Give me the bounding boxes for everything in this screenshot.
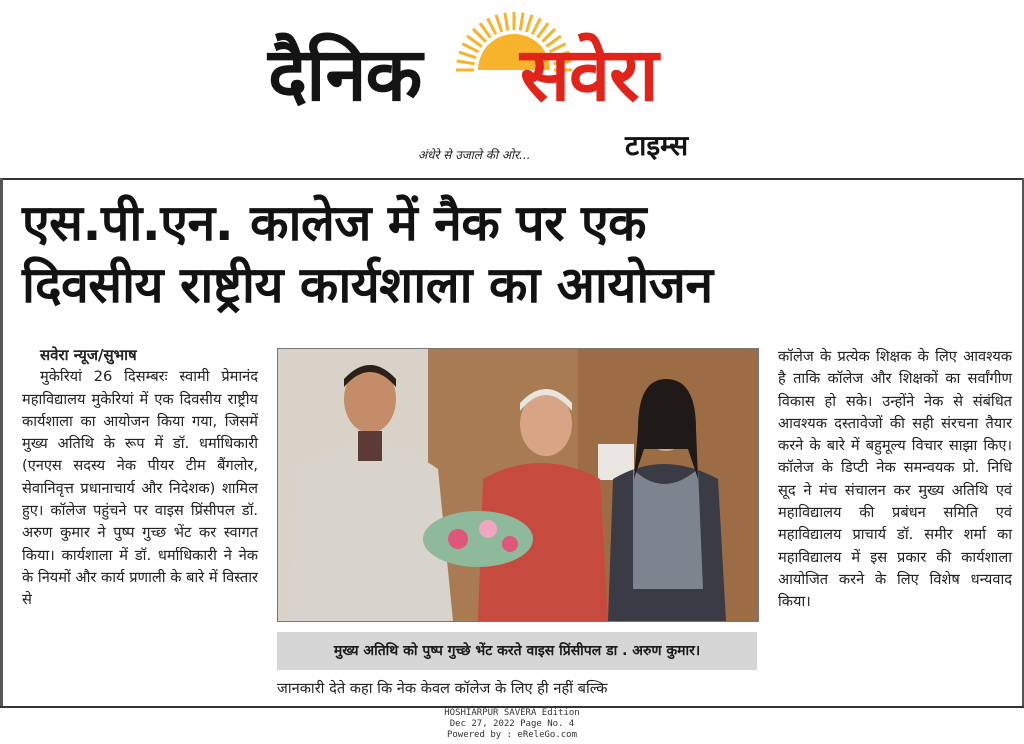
masthead-tagline: अंधेरे से उजाले की ओर... xyxy=(418,148,531,162)
headline-line-2: दिवसीय राष्ट्रीय कार्यशाला का आयोजन xyxy=(22,256,713,314)
headline-line-1: एस.पी.एन. कालेज में नैक पर एक xyxy=(22,194,647,252)
sun-ray xyxy=(526,15,532,32)
masthead xyxy=(0,0,1024,178)
right-column-text: कॉलेज के प्रत्येक शिक्षक के लिए आवश्यक है ताकि कॉलेज और शिक्षकों का सर्वांगीण विकास हो सके। उन्होंने नेक से संबंधित आवश्यक दस्तावेजों की सही संरचना तैयार करने के बारे में बहुमूल्य विचार साझा किए। कॉलेज के डिप्टी नेक समन्वयक प्रो. निधि सूद ने मंच संचालन कर मुख्य अतिथि एवं महाविद्यालय की प्रबंधन समिति एवं महाविद्यालय प्राचार्य डॉ. समीर शर्मा का महाविद्यालय में इस प्रकार की कार्यशाला आयोजित करने के लिए विशेष धन्यवाद किया। xyxy=(778,348,1012,611)
sun-ray xyxy=(496,15,502,32)
sun-ray xyxy=(520,13,523,31)
footer-date-page: Dec 27, 2022 Page No. 4 xyxy=(449,719,575,729)
frame-top-divider xyxy=(0,178,1024,180)
article-photo xyxy=(277,348,759,622)
article-left-column xyxy=(22,344,258,612)
page-footer xyxy=(0,708,1024,741)
frame-left-border xyxy=(0,178,3,708)
article-byline: सवेरा न्यूज/सुभाष xyxy=(40,346,137,364)
photo-caption xyxy=(277,632,757,670)
article-right-column xyxy=(778,346,1012,614)
footer-edition: HOSHIARPUR SAVERA Edition xyxy=(444,708,580,718)
footer-powered-by: Powered by : eReleGo.com xyxy=(446,730,578,740)
middle-column-text: जानकारी देते कहा कि नेक केवल कॉलेज के लिए ही नहीं बल्कि xyxy=(277,680,608,697)
sun-ray xyxy=(505,13,508,31)
masthead-title-black: दैनिक xyxy=(268,32,422,118)
left-column-text: मुकेरियां 26 दिसम्बरः स्वामी प्रेमानंद महाविद्यालय मुकेरियां में एक दिवसीय राष्ट्रीय कार्यशाला का आयोजन किया गया, जिसमें मुख्य अतिथि के रूप में डॉ. धर्माधिकारी (एनएस सदस्य नेक पीयर टीम बैंगलोर, सेवानिवृत्त प्रधानाचार्य और निदेशक) शामिल हुए। कॉलेज पहुंचने पर वाइस प्रिंसीपल डॉ. अरुण कुमार ने पुष्प गुच्छ भेंट कर स्वागत किया। कार्यशाला में डॉ. धर्माधिकारी ने नेक के नियमों और कार्य प्रणाली के बारे में विस्तार से xyxy=(22,368,258,609)
photo-caption-text: मुख्य अतिथि को पुष्प गुच्छे भेंट करते वाइस प्रिंसीपल डा . अरुण कुमार। xyxy=(333,643,701,659)
sun-ray xyxy=(459,52,476,58)
masthead-title-red: सवेरा xyxy=(520,32,658,118)
sun-ray xyxy=(457,61,475,64)
photo-illustration xyxy=(278,349,758,621)
sun-ray xyxy=(488,18,496,34)
sun-ray xyxy=(462,44,478,52)
masthead-subtitle: टाइम्स xyxy=(625,129,689,162)
article-headline xyxy=(22,192,1007,316)
